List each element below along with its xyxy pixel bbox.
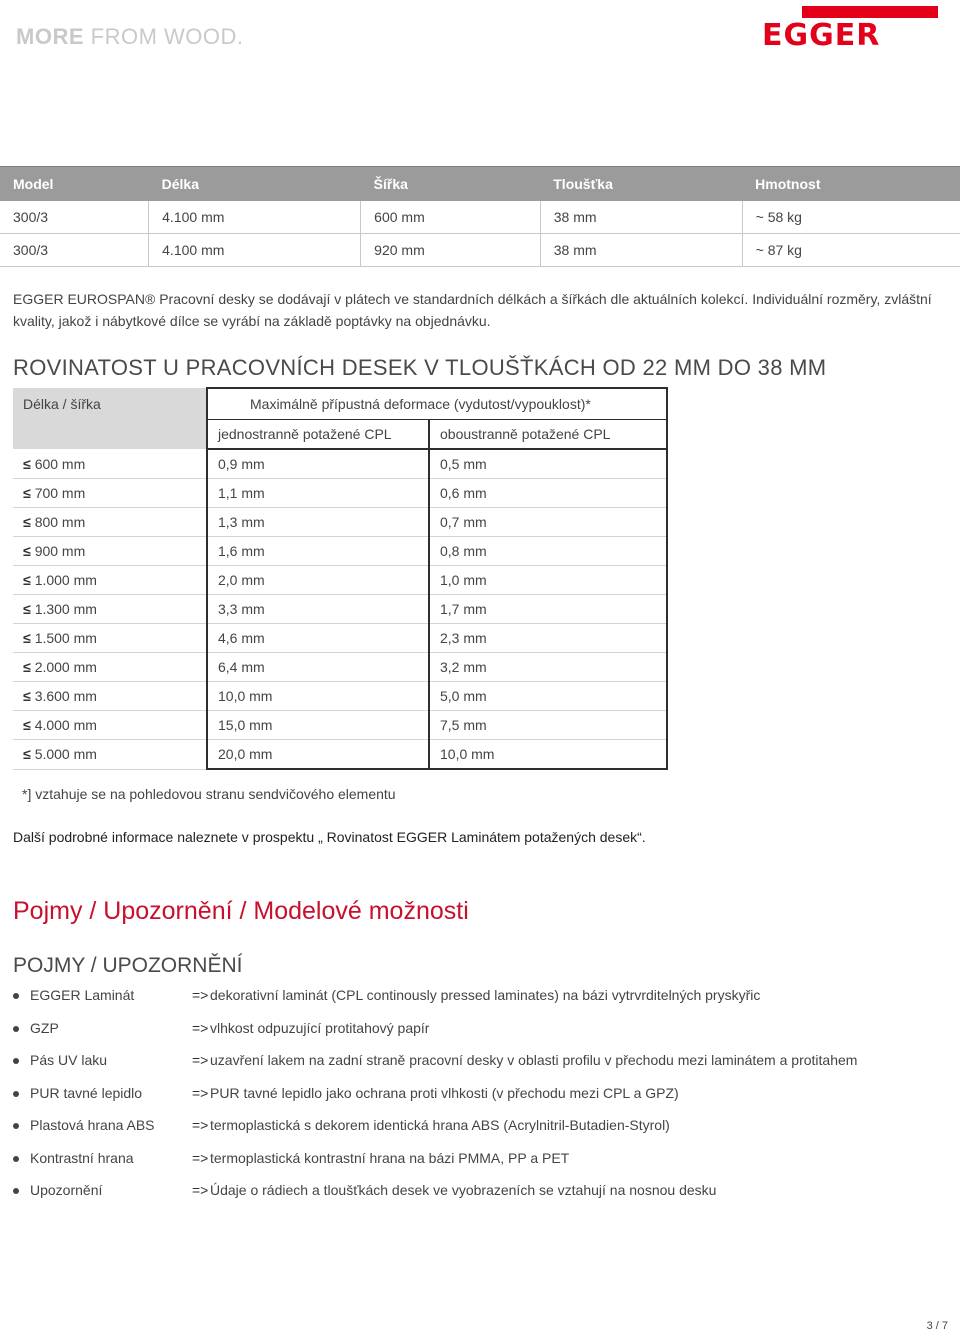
term-label: PUR tavné lepidlo — [30, 1084, 143, 1101]
col-length-width: Délka / šířka — [13, 388, 207, 449]
list-item — [0, 1114, 960, 1147]
cell: 38 mm — [540, 234, 742, 267]
arrow-icon: => — [192, 1052, 209, 1068]
single-sided-cell: 15,0 mm — [207, 711, 429, 740]
double-sided-cell: 3,2 mm — [429, 653, 667, 682]
less-equal-icon: ≤ — [23, 746, 31, 763]
term-label: Pás UV laku — [30, 1052, 108, 1068]
col-max-deformation: Maximálně přípustná deformace (vydutost/vypouklost)* — [207, 388, 667, 420]
tagline — [16, 24, 244, 50]
length-value: 1.300 mm — [34, 601, 97, 617]
table-row — [13, 653, 667, 682]
length-cell — [13, 566, 207, 595]
models-table — [0, 166, 960, 267]
table-row — [13, 682, 667, 711]
section-subtitle: POJMY / UPOZORNĚNÍ — [13, 954, 243, 977]
length-value: 800 mm — [34, 514, 86, 530]
single-sided-cell: 4,6 mm — [207, 624, 429, 653]
single-sided-cell: 6,4 mm — [207, 653, 429, 682]
less-equal-icon: ≤ — [23, 485, 31, 501]
length-cell — [13, 624, 207, 653]
length-value: 5.000 mm — [34, 746, 97, 763]
table-row — [13, 479, 667, 508]
length-cell — [13, 449, 207, 479]
list-item — [0, 984, 960, 1017]
length-value: 600 mm — [34, 455, 86, 472]
list-item — [0, 1147, 960, 1180]
term-label: Upozornění — [30, 1182, 103, 1198]
term-definition: uzavření lakem na zadní straně pracovní desky v oblasti profilu v přechodu mezi laminátem a protitahem — [210, 1052, 858, 1068]
bullet-icon — [13, 993, 19, 999]
deformation-table — [13, 387, 668, 770]
table-row — [13, 740, 667, 770]
arrow-icon: => — [192, 1117, 209, 1133]
col-model: Model — [0, 167, 149, 202]
double-sided-cell: 1,0 mm — [429, 566, 667, 595]
list-item — [0, 1082, 960, 1115]
table-row — [13, 537, 667, 566]
length-cell — [13, 740, 207, 770]
term-definition: dekorativní laminát (CPL continously pressed laminates) na bázi vytrvrditelných pryskyřic — [210, 987, 761, 1003]
length-value: 3.600 mm — [34, 688, 97, 704]
tagline-rest: FROM WOOD. — [90, 24, 244, 49]
length-cell — [13, 711, 207, 740]
table-row — [13, 624, 667, 653]
flatness-heading: ROVINATOST U PRACOVNÍCH DESEK V TLOUŠŤKÁCH OD 22 MM DO 38 MM — [13, 355, 827, 380]
bullet-icon — [13, 1058, 19, 1064]
length-value: 900 mm — [34, 543, 86, 559]
cell: ~ 58 kg — [742, 201, 960, 234]
double-sided-cell: 10,0 mm — [429, 740, 667, 770]
length-cell — [13, 508, 207, 537]
col-thickness: Tloušťka — [540, 167, 742, 202]
less-equal-icon: ≤ — [23, 572, 31, 588]
less-equal-icon: ≤ — [23, 543, 31, 559]
double-sided-cell: 2,3 mm — [429, 624, 667, 653]
table-row — [13, 566, 667, 595]
single-sided-cell: 10,0 mm — [207, 682, 429, 711]
cell: 300/3 — [0, 201, 149, 234]
less-equal-icon: ≤ — [23, 659, 31, 675]
list-item — [0, 1049, 960, 1082]
table-row — [13, 711, 667, 740]
arrow-icon: => — [192, 1149, 209, 1166]
term-definition: termoplastická s dekorem identická hrana ABS (Acrylnitril-Butadien-Styrol) — [210, 1117, 670, 1133]
cell: 920 mm — [361, 234, 541, 267]
table-row — [13, 508, 667, 537]
double-sided-cell: 1,7 mm — [429, 595, 667, 624]
list-item — [0, 1179, 960, 1212]
list-item — [0, 1017, 960, 1050]
intro-paragraph: EGGER EUROSPAN® Pracovní desky se dodávají v plátech ve standardních délkách a šířkách dle aktuálních kolekcí. Individuální rozměry, zvláštní kvality, jakož i nábytkové dílce se vyrábí na základě poptávky na objednávku. — [13, 291, 932, 329]
cell: 38 mm — [540, 201, 742, 234]
bullet-icon — [13, 1156, 19, 1162]
length-cell — [13, 595, 207, 624]
logo-bar — [802, 6, 938, 18]
length-value: 4.000 mm — [34, 717, 97, 733]
length-cell — [13, 653, 207, 682]
arrow-icon: => — [192, 1084, 209, 1101]
arrow-icon: => — [192, 987, 209, 1003]
cell: 4.100 mm — [149, 234, 361, 267]
bullet-icon — [13, 1091, 19, 1097]
cell: 300/3 — [0, 234, 149, 267]
single-sided-cell: 20,0 mm — [207, 740, 429, 770]
deformation-header-row — [13, 388, 667, 420]
length-value: 2.000 mm — [34, 659, 97, 675]
logo-text: EGGER — [762, 18, 881, 53]
double-sided-cell: 5,0 mm — [429, 682, 667, 711]
term-label: Plastová hrana ABS — [30, 1117, 155, 1133]
less-equal-icon: ≤ — [23, 717, 31, 733]
bullet-icon — [13, 1188, 19, 1194]
single-sided-cell: 1,3 mm — [207, 508, 429, 537]
bullet-icon — [13, 1123, 19, 1129]
single-sided-cell: 1,6 mm — [207, 537, 429, 566]
arrow-icon: => — [192, 1019, 209, 1036]
less-equal-icon: ≤ — [23, 455, 31, 472]
less-equal-icon: ≤ — [23, 688, 31, 704]
footnote: *] vztahuje se na pohledovou stranu sendvičového elementu — [22, 786, 396, 802]
section-title: Pojmy / Upozornění / Modelové možnosti — [13, 897, 469, 925]
length-value: 700 mm — [34, 485, 86, 501]
table-row — [0, 234, 960, 267]
length-cell — [13, 479, 207, 508]
cell: 600 mm — [361, 201, 541, 234]
less-equal-icon: ≤ — [23, 514, 31, 530]
length-cell — [13, 682, 207, 711]
cell: ~ 87 kg — [742, 234, 960, 267]
term-label: GZP — [30, 1019, 59, 1036]
term-definition: vlhkost odpuzující protitahový papír — [210, 1019, 430, 1036]
double-sided-cell: 7,5 mm — [429, 711, 667, 740]
double-sided-cell: 0,5 mm — [429, 449, 667, 479]
col-length: Délka — [149, 167, 361, 202]
col-single-sided: jednostranně potažené CPL — [207, 420, 429, 450]
length-value: 1.000 mm — [34, 572, 97, 588]
term-label: EGGER Laminát — [30, 987, 135, 1003]
double-sided-cell: 0,8 mm — [429, 537, 667, 566]
single-sided-cell: 3,3 mm — [207, 595, 429, 624]
less-equal-icon: ≤ — [23, 630, 31, 646]
col-width: Šířka — [361, 167, 541, 202]
less-equal-icon: ≤ — [23, 601, 31, 617]
col-weight: Hmotnost — [742, 167, 960, 202]
term-label: Kontrastní hrana — [30, 1149, 134, 1166]
egger-logo — [762, 6, 940, 53]
table-row — [0, 201, 960, 234]
single-sided-cell: 0,9 mm — [207, 449, 429, 479]
double-sided-cell: 0,6 mm — [429, 479, 667, 508]
arrow-icon: => — [192, 1182, 209, 1198]
col-double-sided: oboustranně potažené CPL — [429, 420, 667, 450]
more-info: Další podrobné informace naleznete v prospektu „ Rovinatost EGGER Laminátem potažených desek“. — [13, 829, 646, 845]
terms-list — [0, 984, 960, 1212]
table-row — [13, 449, 667, 479]
term-definition: termoplastická kontrastní hrana na bázi PMMA, PP a PET — [210, 1149, 570, 1166]
term-definition: PUR tavné lepidlo jako ochrana proti vlhkosti (v přechodu mezi CPL a GPZ) — [210, 1084, 679, 1101]
models-table-header — [0, 167, 960, 202]
bullet-icon — [13, 1026, 19, 1032]
cell: 4.100 mm — [149, 201, 361, 234]
table-row — [13, 595, 667, 624]
single-sided-cell: 1,1 mm — [207, 479, 429, 508]
tagline-bold: MORE — [16, 24, 84, 49]
term-definition: Údaje o rádiech a tloušťkách desek ve vyobrazeních se vztahují na nosnou desku — [210, 1182, 717, 1198]
double-sided-cell: 0,7 mm — [429, 508, 667, 537]
length-cell — [13, 537, 207, 566]
length-value: 1.500 mm — [34, 630, 97, 646]
single-sided-cell: 2,0 mm — [207, 566, 429, 595]
page-number: 3 / 7 — [926, 1320, 948, 1332]
